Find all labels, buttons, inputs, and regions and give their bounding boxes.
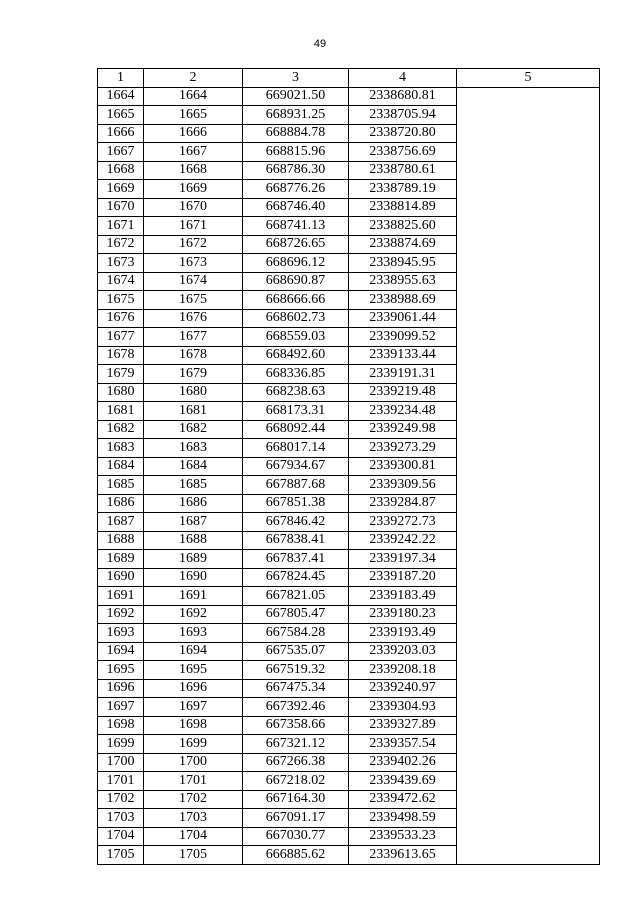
table-cell-col1: 1691 (98, 587, 144, 606)
table-cell-col1: 1697 (98, 698, 144, 717)
table-cell-col1: 1681 (98, 402, 144, 421)
table-cell-col2: 1692 (144, 605, 243, 624)
table-cell-col3: 668238.63 (243, 383, 349, 402)
table-cell-col2: 1680 (144, 383, 243, 402)
table-cell-col2: 1699 (144, 735, 243, 754)
table-cell-col1: 1676 (98, 309, 144, 328)
table-body (98, 87, 600, 864)
column-header-5: 5 (457, 69, 600, 88)
table-cell-col3: 668776.26 (243, 180, 349, 199)
table-cell-col3: 667805.47 (243, 605, 349, 624)
column-header-2: 2 (144, 69, 243, 88)
column-header-4: 4 (349, 69, 457, 88)
table-cell-col3: 667218.02 (243, 772, 349, 791)
table-cell-col3: 667584.28 (243, 624, 349, 643)
table-header-row (98, 69, 600, 88)
table-cell-col3: 667266.38 (243, 753, 349, 772)
table-cell-col4: 2339180.23 (349, 605, 457, 624)
table-cell-col4: 2339234.48 (349, 402, 457, 421)
table-cell-col2: 1674 (144, 272, 243, 291)
table-cell-col4: 2339203.03 (349, 642, 457, 661)
table-cell-col2: 1679 (144, 365, 243, 384)
table-cell-col3: 668746.40 (243, 198, 349, 217)
table-cell-col4: 2338789.19 (349, 180, 457, 199)
table-cell-col3: 668092.44 (243, 420, 349, 439)
table-cell-col2: 1695 (144, 661, 243, 680)
table-cell-col4: 2339219.48 (349, 383, 457, 402)
table-cell-col3: 666885.62 (243, 846, 349, 865)
table-cell-col3: 668173.31 (243, 402, 349, 421)
table-cell-col2: 1689 (144, 550, 243, 569)
table-cell-col4: 2339533.23 (349, 827, 457, 846)
table-cell-col4: 2338814.89 (349, 198, 457, 217)
table-cell-col2: 1677 (144, 328, 243, 347)
table-cell-col4: 2339249.98 (349, 420, 457, 439)
table-cell-col1: 1664 (98, 87, 144, 106)
table-cell-col4: 2339273.29 (349, 439, 457, 458)
table-cell-col1: 1665 (98, 106, 144, 125)
table-cell-col3: 668726.65 (243, 235, 349, 254)
table-cell-col2: 1673 (144, 254, 243, 273)
table-cell-col2: 1700 (144, 753, 243, 772)
table-cell-col1: 1700 (98, 753, 144, 772)
table-cell-col3: 667934.67 (243, 457, 349, 476)
table-cell-col4: 2339099.52 (349, 328, 457, 347)
table-cell-col2: 1687 (144, 513, 243, 532)
table-cell-col1: 1685 (98, 476, 144, 495)
table-cell-col4: 2339272.73 (349, 513, 457, 532)
table-cell-col4: 2339327.89 (349, 716, 457, 735)
table-cell-col3: 667851.38 (243, 494, 349, 513)
table-cell-col3: 667821.05 (243, 587, 349, 606)
table-cell-col4: 2339613.65 (349, 846, 457, 865)
table-cell-col2: 1686 (144, 494, 243, 513)
table-cell-col1: 1694 (98, 642, 144, 661)
table-cell-col2: 1667 (144, 143, 243, 162)
table-cell-col1: 1682 (98, 420, 144, 439)
table-cell-col4: 2339300.81 (349, 457, 457, 476)
table-cell-col1: 1680 (98, 383, 144, 402)
table-cell-col4: 2339187.20 (349, 568, 457, 587)
table-cell-col2: 1688 (144, 531, 243, 550)
table-cell-col4: 2338756.69 (349, 143, 457, 162)
table-cell-col4: 2338988.69 (349, 291, 457, 310)
table-cell-col2: 1682 (144, 420, 243, 439)
table-cell-col3: 668492.60 (243, 346, 349, 365)
table-cell-col1: 1696 (98, 679, 144, 698)
table-cell-col1: 1699 (98, 735, 144, 754)
table-cell-col1: 1693 (98, 624, 144, 643)
table-cell-col3: 667887.68 (243, 476, 349, 495)
table-cell-col4: 2339309.56 (349, 476, 457, 495)
table-cell-col3: 667519.32 (243, 661, 349, 680)
table-row (98, 87, 600, 106)
table-cell-col4: 2338874.69 (349, 235, 457, 254)
table-cell-col1: 1674 (98, 272, 144, 291)
table-cell-col3: 669021.50 (243, 87, 349, 106)
table-cell-col2: 1704 (144, 827, 243, 846)
table-cell-col1: 1684 (98, 457, 144, 476)
table-cell-col3: 668690.87 (243, 272, 349, 291)
table-cell-col3: 667846.42 (243, 513, 349, 532)
table-cell-col2: 1665 (144, 106, 243, 125)
table-cell-col4: 2339133.44 (349, 346, 457, 365)
table-cell-col4: 2339183.49 (349, 587, 457, 606)
table-cell-col1: 1673 (98, 254, 144, 273)
table-cell-col1: 1670 (98, 198, 144, 217)
column-header-3: 3 (243, 69, 349, 88)
table-cell-col2: 1696 (144, 679, 243, 698)
table-cell-col2: 1701 (144, 772, 243, 791)
table-cell-col3: 668666.66 (243, 291, 349, 310)
coordinates-table (97, 68, 600, 865)
table-cell-col2: 1684 (144, 457, 243, 476)
table-cell-col1: 1669 (98, 180, 144, 199)
table-cell-col4: 2338780.61 (349, 161, 457, 180)
table-cell-col4: 2338705.94 (349, 106, 457, 125)
table-cell-col4: 2338825.60 (349, 217, 457, 236)
table-cell-col2: 1671 (144, 217, 243, 236)
table-cell-col1: 1677 (98, 328, 144, 347)
table-cell-col4: 2339197.34 (349, 550, 457, 569)
table-cell-col2: 1670 (144, 198, 243, 217)
table-cell-col1: 1683 (98, 439, 144, 458)
table-cell-col4: 2339208.18 (349, 661, 457, 680)
table-cell-col2: 1683 (144, 439, 243, 458)
table-cell-col4: 2339498.59 (349, 809, 457, 828)
table-cell-col2: 1676 (144, 309, 243, 328)
table-cell-col3: 668602.73 (243, 309, 349, 328)
table-cell-col4: 2339242.22 (349, 531, 457, 550)
table-cell-col1: 1702 (98, 790, 144, 809)
column-header-1: 1 (98, 69, 144, 88)
table-cell-col4: 2339402.26 (349, 753, 457, 772)
table-cell-col1: 1678 (98, 346, 144, 365)
table-cell-col1: 1666 (98, 124, 144, 143)
table-cell-col1: 1690 (98, 568, 144, 587)
table-cell-col3: 667321.12 (243, 735, 349, 754)
table-cell-col3: 667838.41 (243, 531, 349, 550)
table-cell-col2: 1666 (144, 124, 243, 143)
table-cell-col4: 2338955.63 (349, 272, 457, 291)
table-cell-col2: 1702 (144, 790, 243, 809)
table-cell-col2: 1672 (144, 235, 243, 254)
table-cell-col4: 2339061.44 (349, 309, 457, 328)
table-cell-col4: 2338720.80 (349, 124, 457, 143)
table-cell-col1: 1675 (98, 291, 144, 310)
table-cell-col1: 1703 (98, 809, 144, 828)
table-cell-col1: 1689 (98, 550, 144, 569)
table-cell-col2: 1703 (144, 809, 243, 828)
table-cell-col1: 1671 (98, 217, 144, 236)
table-cell-col2: 1698 (144, 716, 243, 735)
table-cell-col4: 2339240.97 (349, 679, 457, 698)
table-cell-col1: 1701 (98, 772, 144, 791)
table-cell-col4: 2339439.69 (349, 772, 457, 791)
table-cell-col2: 1669 (144, 180, 243, 199)
table-cell-col3: 667837.41 (243, 550, 349, 569)
table-cell-col1: 1698 (98, 716, 144, 735)
table-cell-col4: 2339191.31 (349, 365, 457, 384)
table-cell-col1: 1668 (98, 161, 144, 180)
page-number: 49 (313, 38, 327, 50)
table-cell-col4: 2339193.49 (349, 624, 457, 643)
table-cell-col5-merged (457, 87, 600, 864)
table-cell-col3: 668336.85 (243, 365, 349, 384)
table-cell-col3: 668696.12 (243, 254, 349, 273)
table-cell-col1: 1692 (98, 605, 144, 624)
table-cell-col3: 667475.34 (243, 679, 349, 698)
table-cell-col2: 1691 (144, 587, 243, 606)
table-cell-col2: 1675 (144, 291, 243, 310)
table-cell-col2: 1693 (144, 624, 243, 643)
table-cell-col3: 668786.30 (243, 161, 349, 180)
table-cell-col2: 1690 (144, 568, 243, 587)
table-cell-col4: 2339304.93 (349, 698, 457, 717)
table-cell-col3: 667164.30 (243, 790, 349, 809)
table-cell-col1: 1695 (98, 661, 144, 680)
table-cell-col3: 668741.13 (243, 217, 349, 236)
table-cell-col1: 1687 (98, 513, 144, 532)
table-cell-col2: 1694 (144, 642, 243, 661)
table-cell-col2: 1678 (144, 346, 243, 365)
table-cell-col3: 667535.07 (243, 642, 349, 661)
table-cell-col3: 668815.96 (243, 143, 349, 162)
table-cell-col4: 2339284.87 (349, 494, 457, 513)
table-cell-col2: 1668 (144, 161, 243, 180)
table-cell-col2: 1681 (144, 402, 243, 421)
table-cell-col2: 1705 (144, 846, 243, 865)
table-cell-col1: 1667 (98, 143, 144, 162)
table-cell-col3: 667392.46 (243, 698, 349, 717)
table-cell-col1: 1679 (98, 365, 144, 384)
table-cell-col2: 1685 (144, 476, 243, 495)
table-cell-col3: 667091.17 (243, 809, 349, 828)
table-cell-col3: 668931.25 (243, 106, 349, 125)
table-cell-col4: 2339472.62 (349, 790, 457, 809)
table-cell-col3: 667030.77 (243, 827, 349, 846)
table-cell-col1: 1672 (98, 235, 144, 254)
table-cell-col3: 668884.78 (243, 124, 349, 143)
table-cell-col1: 1688 (98, 531, 144, 550)
table-cell-col3: 668559.03 (243, 328, 349, 347)
table-cell-col1: 1704 (98, 827, 144, 846)
table-cell-col1: 1705 (98, 846, 144, 865)
table-cell-col3: 667358.66 (243, 716, 349, 735)
table-cell-col2: 1697 (144, 698, 243, 717)
table-cell-col4: 2338680.81 (349, 87, 457, 106)
table-cell-col4: 2339357.54 (349, 735, 457, 754)
table-cell-col1: 1686 (98, 494, 144, 513)
table-cell-col3: 667824.45 (243, 568, 349, 587)
table-cell-col4: 2338945.95 (349, 254, 457, 273)
table-cell-col2: 1664 (144, 87, 243, 106)
table-cell-col3: 668017.14 (243, 439, 349, 458)
